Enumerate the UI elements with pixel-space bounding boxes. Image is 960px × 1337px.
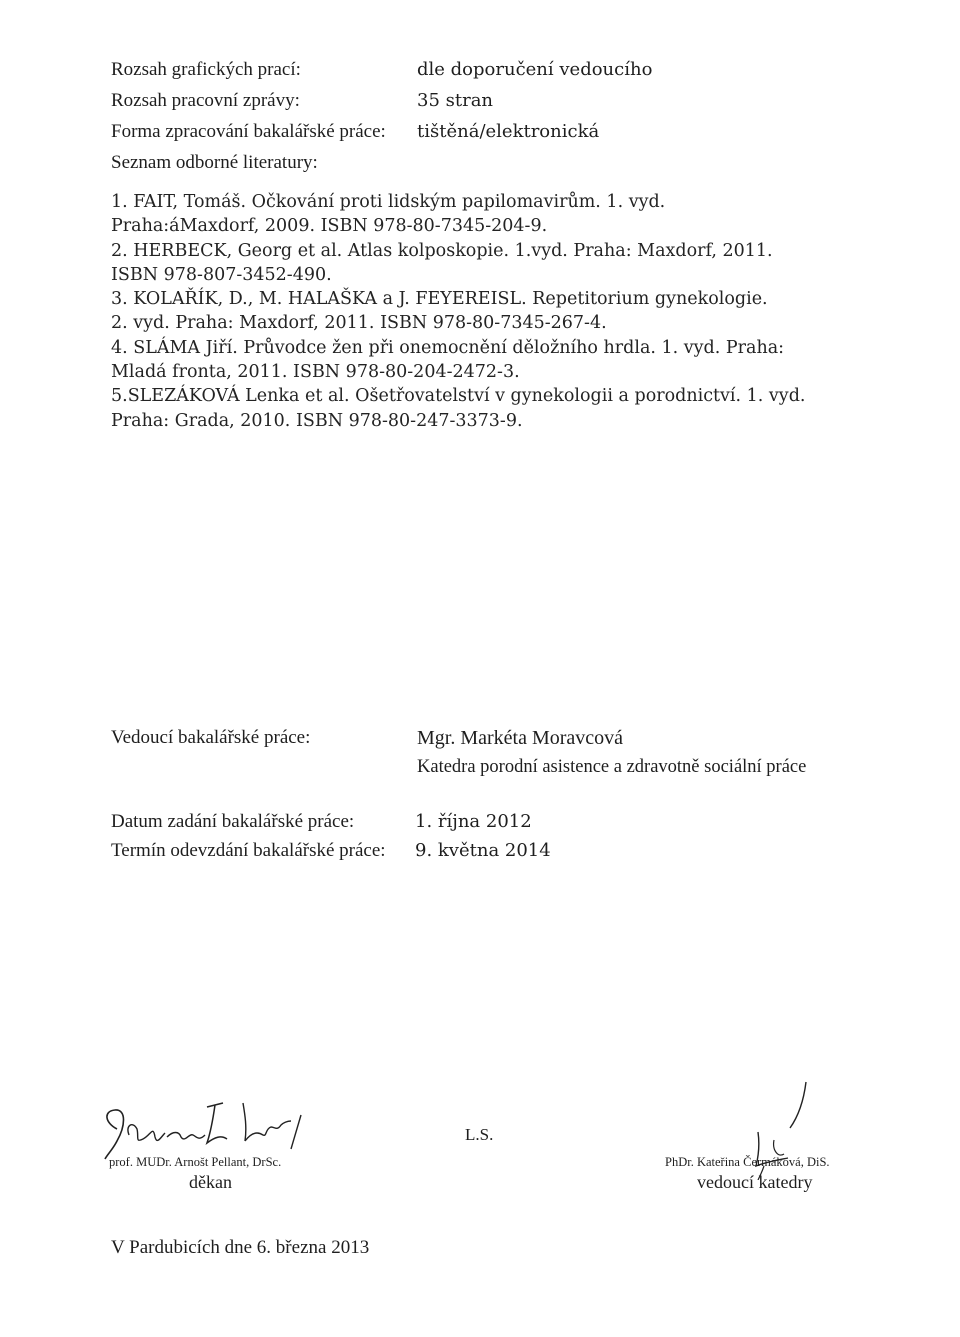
assignment-date-label: Datum zadání bakalářské práce:	[111, 811, 355, 832]
report-scope-value: 35 stran	[417, 90, 494, 111]
reference-line: 1. FAIT, Tomáš. Očkování proti lidským papilomavirům. 1. vyd.	[111, 192, 666, 212]
reference-line: ISBN 978-807-3452-490.	[111, 264, 332, 285]
reference-line: 2. vyd. Praha: Maxdorf, 2011. ISBN 978-80-7345-267-4.	[111, 313, 607, 334]
assignment-date-value: 1. října 2012	[415, 811, 532, 832]
reference-list	[111, 190, 805, 433]
submission-date-value: 9. května 2014	[415, 840, 551, 861]
reference-line: 5.SLEZÁKOVÁ Lenka et al. Ošetřovatelství v gynekologii a porodnictví. 1. vyd.	[111, 386, 806, 407]
reference-line: 2. HERBECK, Georg et al. Atlas kolposkopie. 1.vyd. Praha: Maxdorf, 2011.	[111, 240, 773, 261]
supervisor-department: Katedra porodní asistence a zdravotně sociální práce	[417, 757, 807, 777]
report-scope-label: Rozsah pracovní zprávy:	[111, 90, 300, 111]
head-name: PhDr. Kateřina Čermáková, DiS.	[665, 1155, 830, 1169]
dean-name: prof. MUDr. Arnošt Pellant, DrSc.	[109, 1155, 282, 1169]
dean-signature	[95, 1085, 325, 1160]
graphics-scope-label: Rozsah grafických prací:	[111, 59, 301, 80]
reference-line: Praha: Grada, 2010. ISBN 978-80-247-3373-9.	[111, 410, 523, 431]
dean-role: děkan	[189, 1172, 232, 1192]
place-and-date: V Pardubicích dne 6. března 2013	[111, 1237, 370, 1258]
stamp-label: L.S.	[465, 1125, 494, 1144]
graphics-scope-value: dle doporučení vedoucího	[417, 59, 653, 80]
reference-line: Praha:áMaxdorf, 2009. ISBN 978-80-7345-204-9.	[111, 216, 548, 237]
thesis-form-label: Forma zpracování bakalářské práce:	[111, 121, 386, 142]
submission-date-label: Termín odevzdání bakalářské práce:	[111, 840, 386, 861]
reference-line: 4. SLÁMA Jiří. Průvodce žen při onemocnění děložního hrdla. 1. vyd. Praha:	[111, 337, 785, 358]
literature-list-label: Seznam odborné literatury:	[111, 152, 318, 173]
reference-line: 3. KOLAŘÍK, D., M. HALAŠKA a J. FEYEREISL. Repetitorium gynekologie.	[111, 289, 768, 310]
supervisor-name: Mgr. Markéta Moravcová	[417, 727, 624, 749]
supervisor-label: Vedoucí bakalářské práce:	[111, 727, 311, 748]
reference-line: Mladá fronta, 2011. ISBN 978-80-204-2472-3.	[111, 362, 520, 383]
head-role: vedoucí katedry	[697, 1172, 813, 1192]
thesis-form-value: tištěná/elektronická	[417, 121, 600, 142]
